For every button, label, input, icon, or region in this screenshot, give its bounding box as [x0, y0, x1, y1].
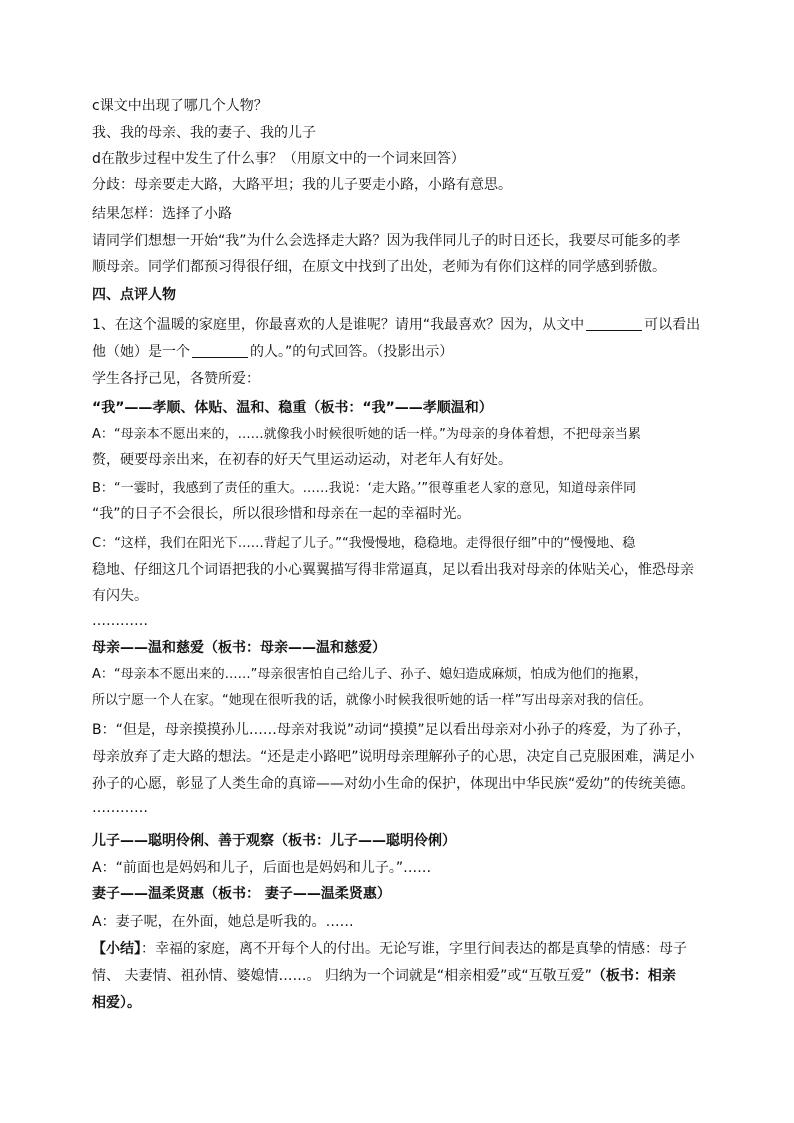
- question-1-text: 的人。”的句式回答。（投影出示）: [250, 344, 454, 360]
- analysis-line: A：妻子呢，在外面，她总是听我的。……: [92, 914, 354, 930]
- analysis-line: 母亲放弃了走大路的想法。“还是走小路吧”说明母亲理解孙子的心思，决定自己克服困难，满足小: [92, 749, 695, 765]
- question-1-text: 1、在这个温暖的家庭里，你最喜欢的人是谁呢？请用“我最喜欢？因为，从文中: [92, 317, 585, 333]
- paragraph-line: 学生各抒己见，各赞所爱：: [92, 371, 260, 387]
- question-1-line-2: [92, 341, 712, 363]
- result-line: 结果怎样：选择了小路: [92, 206, 232, 222]
- disagreement-line: 分歧：母亲要走大路，大路平坦；我的儿子要走小路，小路有意思。: [92, 177, 512, 193]
- question-1-text: 他（她）是一个: [92, 344, 190, 360]
- analysis-line: 所以宁愿一个人在家。“她现在很听我的话，就像小时候我很听她的话一样”写出母亲对我的信任。: [92, 693, 652, 708]
- question-c: c课文中出现了哪几个人物？: [92, 98, 268, 114]
- answer-c: 我、我的母亲、我的妻子、我的儿子: [92, 125, 316, 141]
- analysis-line: 赘，硬要母亲出来，在初春的好天气里运动运动，对老年人有好处。: [92, 452, 512, 468]
- summary-text: 情、 夫妻情、祖孙情、婆媳情……。 归纳为一个词就是“相亲相爱”或“互敬互爱”: [92, 968, 592, 984]
- character-heading-wife: 妻子——温柔贤惠（板书： 妻子——温柔贤惠）: [92, 886, 391, 902]
- summary-label: 【小结】: [92, 941, 141, 957]
- summary-text: ：幸福的家庭，离不开每个人的付出。无论写谁，字里行间表达的都是真挚的情感：母子: [141, 941, 687, 957]
- summary-board-note: （板书：相亲: [591, 968, 676, 984]
- fill-blank: [192, 343, 248, 358]
- paragraph-line: 请同学们想想一开始“我”为什么会选择走大路？因为我伴同儿子的时日还长，我要尽可能多的孝: [92, 233, 681, 249]
- analysis-line: B：“但是，母亲摸摸孙儿……母亲对我说”动词“摸摸”足以看出母亲对小孙子的疼爱，为了孙子，: [92, 722, 691, 738]
- fill-blank: [586, 316, 642, 331]
- analysis-line: A：“母亲本不愿出来的，……就像我小时候很听她的话一样。”为母亲的身体着想，不把母亲当累: [92, 427, 641, 442]
- character-heading-son: 儿子——聪明伶俐、善于观察（板书：儿子——聪明伶俐）: [92, 833, 456, 849]
- summary-line-3: 相爱）。: [92, 995, 141, 1011]
- character-heading-mother: 母亲——温和慈爱（板书：母亲——温和慈爱）: [92, 640, 386, 656]
- analysis-line: A：“母亲本不愿出来的……”母亲很害怕自己给儿子、孙子、媳妇造成麻烦，怕成为他们的拖累，: [92, 667, 648, 682]
- analysis-line: 孙子的心愿，彰显了人类生命的真谛——对幼小生命的保护，体现出中华民族“爱幼”的传统美德。: [92, 776, 695, 792]
- ellipsis-line: …………: [92, 800, 148, 816]
- question-1-line-1: [92, 314, 712, 336]
- analysis-line: “我”的日子不会很长，所以很珍惜和母亲在一起的幸福时光。: [92, 506, 471, 522]
- ellipsis-line: …………: [92, 613, 148, 629]
- analysis-line: A：“前面也是妈妈和儿子，后面也是妈妈和儿子。”……: [92, 860, 432, 876]
- analysis-line: C：“这样，我们在阳光下……背起了儿子。”“我慢慢地，稳稳地。走得很仔细”中的“慢慢地、稳: [92, 536, 636, 551]
- analysis-line: 有闪失。: [92, 588, 148, 604]
- character-heading-me: “我”——孝顺、体贴、温和、稳重（板书：“我”——孝顺温和）: [92, 400, 493, 416]
- analysis-line: 稳地、仔细这几个词语把我的小心翼翼描写得非常逼真，足以看出我对母亲的体贴关心，惟恐母亲: [92, 562, 694, 578]
- question-1-text-end: 可以看出: [644, 317, 701, 333]
- analysis-line: B：“一霎时，我感到了责任的重大。……我说：‘走大路。’”很尊重老人家的意见，知道母亲伴同: [92, 481, 637, 496]
- question-d: d在散步过程中发生了什么事？（用原文中的一个词来回答）: [92, 151, 465, 167]
- section-heading: 四、点评人物: [92, 287, 176, 303]
- paragraph-line: 顺母亲。同学们都预习得很仔细，在原文中找到了出处，老师为有你们这样的同学感到骄傲。: [92, 259, 666, 275]
- summary-line-2: [92, 965, 712, 987]
- summary-line-1: [92, 938, 712, 960]
